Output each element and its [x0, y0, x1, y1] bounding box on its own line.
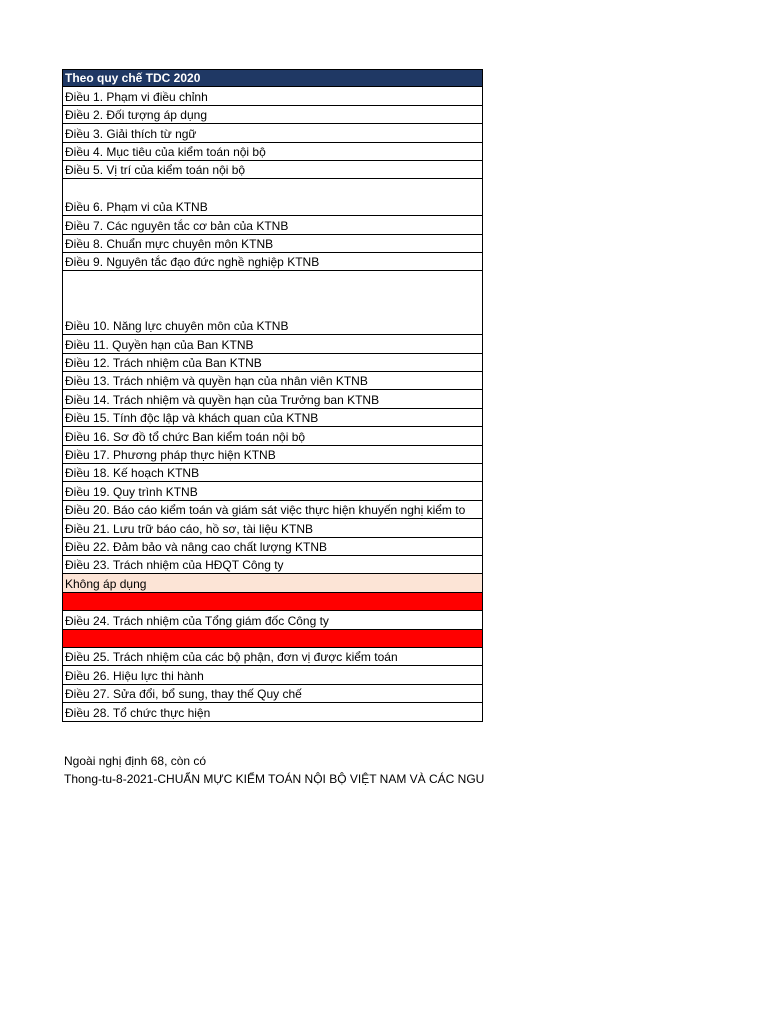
table-row-highlighted[interactable]: [62, 630, 483, 648]
table-row[interactable]: Điều 2. Đối tượng áp dụng: [62, 106, 483, 124]
table-row[interactable]: Điều 14. Trách nhiệm và quyền hạn của Trưởng ban KTNB: [62, 390, 483, 408]
table-row[interactable]: Điều 1. Phạm vi điều chỉnh: [62, 87, 483, 105]
table-header[interactable]: Theo quy chế TDC 2020: [62, 69, 483, 87]
table-row[interactable]: Điều 23. Trách nhiệm của HĐQT Công ty: [62, 556, 483, 574]
table-row[interactable]: Điều 8. Chuẩn mực chuyên môn KTNB: [62, 235, 483, 253]
table-row[interactable]: Điều 9. Nguyên tắc đạo đức nghề nghiệp KTNB: [62, 253, 483, 271]
note-line[interactable]: Thong-tu-8-2021-CHUẨN MỰC KIỂM TOÁN NỘI BỘ VIỆT NAM VÀ CÁC NGU: [64, 772, 484, 786]
table-row[interactable]: Điều 22. Đảm bảo và nâng cao chất lượng KTNB: [62, 538, 483, 556]
table-row-not-applicable[interactable]: Không áp dụng: [62, 574, 483, 592]
table-row[interactable]: Điều 17. Phương pháp thực hiện KTNB: [62, 446, 483, 464]
table-row[interactable]: Điều 4. Mục tiêu của kiểm toán nội bộ: [62, 143, 483, 161]
table-row[interactable]: Điều 19. Quy trình KTNB: [62, 482, 483, 500]
table-row[interactable]: Điều 25. Trách nhiệm của các bộ phận, đơn vị được kiểm toán: [62, 648, 483, 666]
table-row[interactable]: Điều 11. Quyền hạn của Ban KTNB: [62, 335, 483, 353]
spreadsheet-table: [62, 69, 483, 722]
table-row[interactable]: Điều 24. Trách nhiệm của Tổng giám đốc Công ty: [62, 611, 483, 629]
table-row[interactable]: Điều 6. Phạm vi của KTNB: [62, 179, 483, 216]
table-row[interactable]: Điều 20. Báo cáo kiểm toán và giám sát việc thực hiện khuyến nghị kiểm to: [62, 501, 483, 519]
table-row[interactable]: Điều 15. Tính độc lập và khách quan của KTNB: [62, 409, 483, 427]
table-row[interactable]: Điều 12. Trách nhiệm của Ban KTNB: [62, 354, 483, 372]
table-row[interactable]: Điều 21. Lưu trữ báo cáo, hồ sơ, tài liệu KTNB: [62, 519, 483, 537]
table-row[interactable]: Điều 28. Tổ chức thực hiện: [62, 703, 483, 721]
table-row[interactable]: Điều 13. Trách nhiệm và quyền hạn của nhân viên KTNB: [62, 372, 483, 390]
note-line[interactable]: Ngoài nghị định 68, còn có: [64, 754, 207, 768]
table-row[interactable]: Điều 18. Kế hoạch KTNB: [62, 464, 483, 482]
table-row[interactable]: Điều 7. Các nguyên tắc cơ bản của KTNB: [62, 216, 483, 234]
table-row[interactable]: Điều 27. Sửa đổi, bổ sung, thay thế Quy chế: [62, 685, 483, 703]
notes-block: [64, 752, 484, 788]
table-row[interactable]: Điều 10. Năng lực chuyên môn của KTNB: [62, 271, 483, 335]
table-row[interactable]: Điều 26. Hiệu lực thi hành: [62, 666, 483, 684]
table-row-highlighted[interactable]: [62, 593, 483, 611]
table-row[interactable]: Điều 16. Sơ đồ tổ chức Ban kiểm toán nội bộ: [62, 427, 483, 445]
table-row[interactable]: Điều 5. Vị trí của kiểm toán nội bộ: [62, 161, 483, 179]
table-row[interactable]: Điều 3. Giải thích từ ngữ: [62, 124, 483, 142]
